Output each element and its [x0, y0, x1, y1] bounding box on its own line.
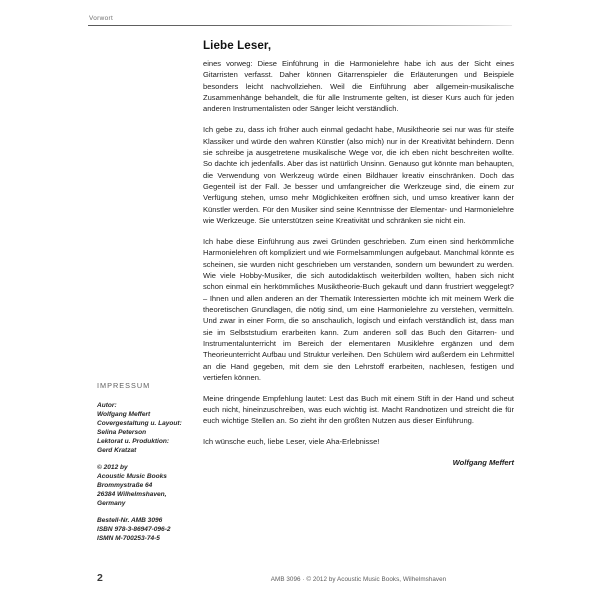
impressum-line: Gerd Kratzat [97, 447, 137, 454]
impressum-line: 26384 Wilhelmshaven, [97, 491, 167, 498]
body-paragraph: eines vorweg: Diese Einführung in die Harmonielehre habe ich aus der Sicht eines Gitarristen verfasst. Daher können Gitarrenspieler die Erläuterungen und Beispiele besonders leicht nachvollziehen. Weil die Einführung aber allgemein-musikalische Zusammenhänge behandelt, die für alle Instrumente gelten, ist dieser Kurs auch für jeden anderen Instrumentalisten oder Sänger leicht verständlich. [203, 59, 514, 114]
body-paragraph: Meine dringende Empfehlung lautet: Lest das Buch mit einem Stift in der Hand und scheut euch nicht, hineinzuschreiben, was euch wichtig ist. Macht Randnotizen und streicht die für euch wichtige Stellen an. So zieht ihr den größten Nutzen aus dieser Einführung. [203, 393, 514, 426]
author-signature: Wolfgang Meffert [452, 458, 514, 468]
impressum-publisher [97, 463, 197, 508]
running-header [88, 14, 512, 26]
main-text-column [203, 38, 514, 469]
impressum-line: Covergestaltung u. Layout: [97, 420, 182, 427]
header-divider [88, 25, 512, 26]
impressum-line: Bestell-Nr. AMB 3096 [97, 517, 163, 524]
impressum-identifiers [97, 516, 197, 543]
impressum-line: Autor: [97, 402, 117, 409]
impressum-line: Brommystraße 64 [97, 482, 153, 489]
page-number: 2 [97, 572, 103, 584]
impressum-line: ISMN M-700253-74-5 [97, 535, 160, 542]
body-paragraph: Ich gebe zu, dass ich früher auch einmal gedacht habe, Musiktheorie sei nur was für steife Klassiker und würde den wahren Künstler (also mich) nur in der Kreativität behindern. Denn sie schreibe ja ausgetretene musikalische Wege vor, die ich eben nicht beschreiten wollte. So dachte ich jedenfalls. Aber das ist natürlich Unsinn. Genauso gut könnte man behaupten, die Verwendung von Werkzeug würde einen Bildhauer kreativ einschränken. Doch das Gegenteil ist der Fall. Je besser und umfangreicher die Werkzeuge sind, die einem zur Verfügung stehen, umso mehr Möglichkeiten eröffnen sich, und umso kreativer kann der Künstler werden. Für den Musiker sind seine Kenntnisse der Elementar- und Harmonielehre wie Werkzeuge. Sie unterstützen seine Kreativität und schränken sie nicht ein. [203, 125, 514, 225]
impressum-line: Germany [97, 500, 126, 507]
impressum-line: © 2012 by [97, 464, 128, 471]
impressum-line: ISBN 978-3-86947-096-2 [97, 526, 171, 533]
impressum-credits [97, 401, 197, 455]
body-paragraph: Ich wünsche euch, liebe Leser, viele Aha-Erlebnisse! [203, 437, 380, 447]
page-footer [0, 570, 600, 600]
impressum-block [97, 381, 197, 543]
impressum-line: Acoustic Music Books [97, 473, 167, 480]
page-title: Liebe Leser, [203, 39, 272, 52]
running-header-label: Vorwort [89, 15, 114, 22]
body-paragraph: Ich habe diese Einführung aus zwei Gründen geschrieben. Zum einen sind herkömmliche Harmonielehren oft kompliziert und wie Formelsammlungen aufgebaut. Manchmal könnte es scheinen, sie wurden nicht geschrieben um verstanden, sondern um bewundert zu werden. Wie viele Hobby-Musiker, die sich autodidaktisch weiterbilden wollten, haben sich nicht schon einmal ein herkömmliches Musiktheorie-Buch gekauft und dann frustriert weggelegt? – Ihnen und allen anderen an der Thematik Interessierten möchte ich mit meinem Werk die theoretischen Grundlagen, die nötig sind, um eine Harmonielehre zu verstehen, vermitteln. Und zwar in einer Form, die so anschaulich, logisch und einfach verständlich ist, dass man sie im Selbststudium erarbeiten kann. Zum anderen soll das Buch den Gitarren- und Instrumentalunterricht im Bereich der elementaren Musiklehre ergänzen und dem Theorieunterricht Aufbau und Struktur verleihen. Den Schülern wird außerdem ein Lehrmittel an die Hand gegeben, mit dem sie den Lehrstoff erarbeiten, nachlesen, festigen und vertiefen können. [203, 236, 514, 382]
footer-credit: AMB 3096 · © 2012 by Acoustic Music Books, Wilhelmshaven [270, 576, 447, 583]
impressum-line: Lektorat u. Produktion: [97, 438, 170, 445]
impressum-line: Wolfgang Meffert [97, 411, 151, 418]
impressum-heading: IMPRESSUM [97, 381, 151, 390]
impressum-line: Selina Peterson [97, 429, 147, 436]
